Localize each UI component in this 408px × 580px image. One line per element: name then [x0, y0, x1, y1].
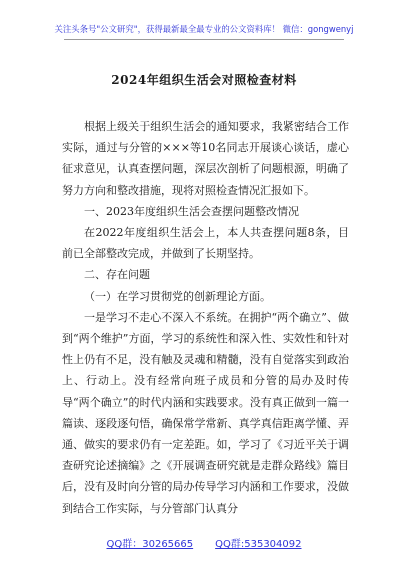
intro-paragraph: 根据上级关于组织生活会的通知要求，我紧密结合工作实际，通过与分管的×××等10名同志开展谈心谈话，虚心征求意见，认真查摆问题，深层次剖析了问题根源，明确了努力方向和整改措施，现将对照检查情况汇报如下。 — [62, 120, 349, 197]
footer-qq-group-2: QQ群:535304092 — [215, 539, 302, 550]
header-note: 关注头条号"公文研究"，获得最新最全最专业的公文资料库！ 微信：gongwenyj — [54, 24, 354, 34]
document-body — [62, 116, 349, 519]
subsection1-paragraph: 一是学习不走心不深入不系统。在拥护“两个确立”、做到“两个维护”方面，学习的系统性和深入性、实效性和针对性上仍有不足，没有触及灵魂和精髓，没有自觉落实到政治上、行动上。没有经常向班子成员和分管的局办及时传导“两个确立”的时代内涵和实践要求。没有真正做到一篇一篇读、逐段逐句悟，确保常学常新、真学真信距离学懂、弄通、做实的要求仍有一定差距。如，学习了《习近平关于调查研究论述摘编》之《开展调查研究就是走群众路线》篇目后，没有及时向分管的局办传导学习内涵和工作要求，没做到结合工作实际，与分管部门认真分 — [62, 310, 349, 515]
footer-qq-group-1: QQ群：30265665 — [106, 539, 194, 550]
section2-heading: 二、存在问题 — [84, 268, 150, 282]
footer — [0, 535, 408, 550]
header-divider — [64, 39, 344, 40]
document-title: 2024年组织生活会对照检查材料 — [111, 73, 297, 87]
section1-paragraph: 在2022年度组织生活会上，本人共查摆问题8条，目前已全部整改完成，并做到了长期坚持。 — [62, 226, 349, 261]
section1-heading: 一、2023年度组织生活会查摆问题整改情况 — [84, 204, 299, 218]
subsection1-heading: （一）在学习贯彻党的创新理论方面。 — [84, 289, 271, 303]
